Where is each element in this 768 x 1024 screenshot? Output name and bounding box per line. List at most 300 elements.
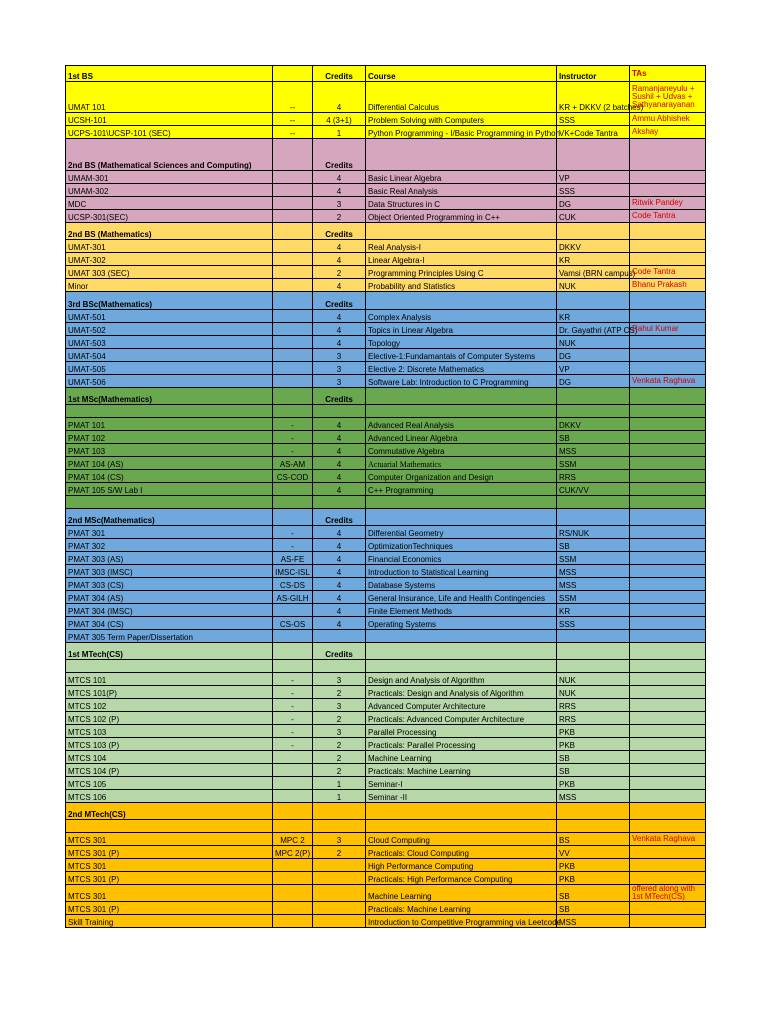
table-row [66, 872, 706, 885]
course-cell: Linear Algebra-I [366, 253, 557, 266]
instructor-cell: MSS [557, 790, 630, 803]
type-cell: - [273, 699, 313, 712]
course-cell [366, 496, 557, 509]
type-cell [273, 820, 313, 833]
course-cell: Actuarial Mathematics [366, 457, 557, 470]
type-cell: MPC 2 [273, 833, 313, 846]
section-header-row [66, 139, 706, 171]
type-cell [273, 902, 313, 915]
ta-cell [630, 738, 706, 751]
instructor-cell [557, 509, 630, 526]
code-cell: PMAT 102 [66, 431, 273, 444]
ta-cell [630, 591, 706, 604]
course-cell: Basic Real Analysis [366, 184, 557, 197]
ta-cell [630, 509, 706, 526]
course-cell: OptimizationTechniques [366, 539, 557, 552]
section-header-row [66, 803, 706, 820]
course-cell [366, 660, 557, 673]
ta-cell: Venkata Raghava [630, 375, 706, 388]
ta-cell [630, 444, 706, 457]
credits-cell: 3 [313, 725, 366, 738]
course-cell: Topology [366, 336, 557, 349]
code-cell [66, 496, 273, 509]
section-title: 1st BS [66, 66, 273, 82]
instructor-cell: DG [557, 197, 630, 210]
type-cell: - [273, 526, 313, 539]
credits-cell: 3 [313, 833, 366, 846]
table-row [66, 253, 706, 266]
code-cell: PMAT 303 (IMSC) [66, 565, 273, 578]
course-cell: Differential Calculus [366, 82, 557, 113]
table-row [66, 418, 706, 431]
instructor-cell: PKB [557, 725, 630, 738]
instructor-cell: SB [557, 539, 630, 552]
credits-cell [313, 902, 366, 915]
credits-cell: 4 [313, 336, 366, 349]
type-cell: - [273, 725, 313, 738]
instructor-cell: SSM [557, 457, 630, 470]
type-cell: MPC 2(P) [273, 846, 313, 859]
header-course: Course [366, 66, 557, 82]
code-cell: PMAT 302 [66, 539, 273, 552]
type-cell [273, 362, 313, 375]
ta-cell [630, 803, 706, 820]
table-row [66, 82, 706, 113]
ta-cell [630, 496, 706, 509]
credits-cell: 4 [313, 470, 366, 483]
ta-cell: offered along with 1st MTech(CS) [630, 885, 706, 902]
course-cell: Financial Economics [366, 552, 557, 565]
credits-cell: 2 [313, 751, 366, 764]
type-cell [273, 197, 313, 210]
course-cell: Machine Learning [366, 885, 557, 902]
credits-cell: 1 [313, 790, 366, 803]
table-row [66, 349, 706, 362]
credits-cell: 4 [313, 617, 366, 630]
instructor-cell: SB [557, 751, 630, 764]
ta-cell [630, 578, 706, 591]
table-row [66, 240, 706, 253]
table-row [66, 820, 706, 833]
instructor-cell: SSS [557, 184, 630, 197]
table-row [66, 184, 706, 197]
table-row [66, 126, 706, 139]
credits-cell: 4 [313, 253, 366, 266]
ta-cell [630, 846, 706, 859]
code-cell: MTCS 301 [66, 859, 273, 872]
type-cell [273, 139, 313, 171]
section-title: 1st MTech(CS) [66, 643, 273, 660]
type-cell: - [273, 673, 313, 686]
ta-cell [630, 292, 706, 310]
code-cell: MTCS 101 [66, 673, 273, 686]
credits-cell: Credits [313, 388, 366, 405]
credits-cell: 3 [313, 349, 366, 362]
code-cell: PMAT 101 [66, 418, 273, 431]
type-cell: CS-DS [273, 578, 313, 591]
course-cell: Commutative Algebra [366, 444, 557, 457]
course-cell [366, 509, 557, 526]
table-row [66, 457, 706, 470]
code-cell: MTCS 301 (P) [66, 872, 273, 885]
ta-cell [630, 725, 706, 738]
course-cell: Practicals: High Performance Computing [366, 872, 557, 885]
credits-cell: 4 (3+1) [313, 113, 366, 126]
ta-cell: Code Tantra [630, 266, 706, 279]
code-cell: MDC [66, 197, 273, 210]
course-cell [366, 803, 557, 820]
type-cell [273, 764, 313, 777]
instructor-cell: Dr. Gayathri (ATP CS) [557, 323, 630, 336]
ta-cell [630, 552, 706, 565]
ta-cell [630, 223, 706, 240]
section-title: 2nd MSc(Mathematics) [66, 509, 273, 526]
course-cell: Python Programming - I/Basic Programming in Python [366, 126, 557, 139]
instructor-cell: PKB [557, 859, 630, 872]
instructor-cell: NUK [557, 336, 630, 349]
code-cell: PMAT 304 (CS) [66, 617, 273, 630]
credits-cell: Credits [313, 292, 366, 310]
ta-cell [630, 872, 706, 885]
ta-cell [630, 431, 706, 444]
code-cell: UMAT-301 [66, 240, 273, 253]
credits-cell: 2 [313, 210, 366, 223]
type-cell [273, 310, 313, 323]
table-row [66, 790, 706, 803]
table-row [66, 197, 706, 210]
course-cell: Advanced Linear Algebra [366, 431, 557, 444]
credits-cell: 1 [313, 777, 366, 790]
code-cell: PMAT 103 [66, 444, 273, 457]
credits-cell: 4 [313, 457, 366, 470]
credits-cell: 4 [313, 578, 366, 591]
table-row [66, 859, 706, 872]
instructor-cell: SSS [557, 113, 630, 126]
type-cell [273, 375, 313, 388]
instructor-cell: VK+Code Tantra [557, 126, 630, 139]
instructor-cell: PKB [557, 738, 630, 751]
table-row [66, 405, 706, 418]
course-cell [366, 139, 557, 171]
credits-cell: 4 [313, 184, 366, 197]
credits-cell [313, 660, 366, 673]
instructor-cell: MSS [557, 565, 630, 578]
section-title: 3rd BSc(Mathematics) [66, 292, 273, 310]
code-cell: MTCS 102 [66, 699, 273, 712]
course-cell: Problem Solving with Computers [366, 113, 557, 126]
credits-cell: 2 [313, 738, 366, 751]
course-cell: C++ Programming [366, 483, 557, 496]
type-cell: -- [273, 113, 313, 126]
code-cell: UMAM-301 [66, 171, 273, 184]
instructor-cell: NUK [557, 673, 630, 686]
credits-cell: 4 [313, 310, 366, 323]
ta-cell [630, 751, 706, 764]
code-cell: MTCS 104 (P) [66, 764, 273, 777]
course-cell: Programming Principles Using C [366, 266, 557, 279]
code-cell: UMAT-302 [66, 253, 273, 266]
credits-cell [313, 915, 366, 928]
credits-cell: 1 [313, 126, 366, 139]
type-cell: AS-FE [273, 552, 313, 565]
table-row [66, 686, 706, 699]
header-credits: Credits [313, 66, 366, 82]
ta-cell [630, 790, 706, 803]
type-cell [273, 872, 313, 885]
table-row [66, 565, 706, 578]
code-cell: UMAT-503 [66, 336, 273, 349]
type-cell [273, 604, 313, 617]
section-title: 2nd MTech(CS) [66, 803, 273, 820]
ta-cell [630, 902, 706, 915]
course-cell: General Insurance, Life and Health Contingencies [366, 591, 557, 604]
type-cell [273, 483, 313, 496]
course-cell: Practicals: Design and Analysis of Algorithm [366, 686, 557, 699]
ta-cell: Akshay [630, 126, 706, 139]
credits-cell: 4 [313, 431, 366, 444]
course-cell: Introduction to Competitive Programming via Leetcode [366, 915, 557, 928]
ta-cell [630, 240, 706, 253]
credits-cell: 2 [313, 846, 366, 859]
instructor-cell [557, 630, 630, 643]
ta-cell [630, 171, 706, 184]
credits-cell: 4 [313, 604, 366, 617]
table-row [66, 764, 706, 777]
type-cell [273, 630, 313, 643]
credits-cell [313, 803, 366, 820]
type-cell: - [273, 712, 313, 725]
ta-cell [630, 630, 706, 643]
table-row [66, 375, 706, 388]
type-cell: - [273, 738, 313, 751]
table-row [66, 310, 706, 323]
table-row [66, 604, 706, 617]
ta-cell: Rahul Kumar [630, 323, 706, 336]
type-cell: - [273, 431, 313, 444]
code-cell [66, 660, 273, 673]
ta-cell [630, 820, 706, 833]
instructor-cell [557, 496, 630, 509]
ta-cell: Venkata Raghava [630, 833, 706, 846]
type-cell [273, 279, 313, 292]
ta-cell [630, 673, 706, 686]
type-cell [273, 253, 313, 266]
table-row [66, 336, 706, 349]
ta-cell: Ritwik Pandey [630, 197, 706, 210]
course-cell: Cloud Computing [366, 833, 557, 846]
table-row [66, 660, 706, 673]
credits-cell: Credits [313, 223, 366, 240]
instructor-cell: MSS [557, 578, 630, 591]
credits-cell: 3 [313, 375, 366, 388]
course-cell: Database Systems [366, 578, 557, 591]
ta-cell: Ramanjaneyulu + Sushil + Udvas + Sathyanarayanan [630, 82, 706, 113]
ta-cell [630, 859, 706, 872]
code-cell: PMAT 304 (AS) [66, 591, 273, 604]
code-cell: MTCS 103 (P) [66, 738, 273, 751]
credits-cell: 2 [313, 266, 366, 279]
ta-cell [630, 764, 706, 777]
table-row [66, 915, 706, 928]
code-cell: UMAT-506 [66, 375, 273, 388]
credits-cell: 4 [313, 591, 366, 604]
table-row [66, 777, 706, 790]
credits-cell: 4 [313, 483, 366, 496]
course-cell: Finite Element Methods [366, 604, 557, 617]
credits-cell: 4 [313, 565, 366, 578]
type-cell: - [273, 418, 313, 431]
table-row [66, 113, 706, 126]
ta-cell [630, 617, 706, 630]
code-cell: UMAT 101 [66, 82, 273, 113]
table-row [66, 210, 706, 223]
instructor-cell: RRS [557, 699, 630, 712]
code-cell: UCSH-101 [66, 113, 273, 126]
course-cell: Operating Systems [366, 617, 557, 630]
code-cell: MTCS 105 [66, 777, 273, 790]
instructor-cell [557, 223, 630, 240]
instructor-cell [557, 292, 630, 310]
table-row [66, 266, 706, 279]
table-row [66, 496, 706, 509]
instructor-cell: Vamsi (BRN campus) [557, 266, 630, 279]
instructor-cell: SB [557, 431, 630, 444]
course-cell [366, 223, 557, 240]
type-cell [273, 496, 313, 509]
code-cell: Skill Training [66, 915, 273, 928]
instructor-cell [557, 139, 630, 171]
type-cell [273, 388, 313, 405]
code-cell: PMAT 304 (IMSC) [66, 604, 273, 617]
course-cell [366, 630, 557, 643]
instructor-cell: DKKV [557, 418, 630, 431]
ta-cell [630, 712, 706, 725]
section-header-row [66, 223, 706, 240]
instructor-cell: SSM [557, 552, 630, 565]
credits-cell: 4 [313, 171, 366, 184]
credits-cell: 4 [313, 240, 366, 253]
credits-cell: Credits [313, 139, 366, 171]
instructor-cell: BS [557, 833, 630, 846]
credits-cell [313, 405, 366, 418]
type-cell: -- [273, 82, 313, 113]
ta-cell [630, 604, 706, 617]
code-cell: PMAT 104 (CS) [66, 470, 273, 483]
instructor-cell: KR [557, 253, 630, 266]
course-cell: Seminar -II [366, 790, 557, 803]
credits-cell [313, 885, 366, 902]
instructor-cell [557, 660, 630, 673]
course-cell: Practicals: Parallel Processing [366, 738, 557, 751]
credits-cell: 3 [313, 362, 366, 375]
course-cell: Practicals: Machine Learning [366, 764, 557, 777]
instructor-cell: NUK [557, 279, 630, 292]
type-cell: - [273, 539, 313, 552]
code-cell: UMAM-302 [66, 184, 273, 197]
credits-cell: 4 [313, 418, 366, 431]
code-cell: MTCS 104 [66, 751, 273, 764]
code-cell: UMAT-502 [66, 323, 273, 336]
type-cell [273, 660, 313, 673]
ta-cell [630, 915, 706, 928]
instructor-cell [557, 405, 630, 418]
course-cell: Probability and Statistics [366, 279, 557, 292]
credits-cell: 3 [313, 197, 366, 210]
credits-cell: 4 [313, 279, 366, 292]
credits-cell [313, 872, 366, 885]
code-cell: PMAT 305 Term Paper/Dissertation [66, 630, 273, 643]
table-row [66, 279, 706, 292]
credits-cell: 3 [313, 699, 366, 712]
instructor-cell [557, 803, 630, 820]
code-cell: UMAT-504 [66, 349, 273, 362]
table-row [66, 470, 706, 483]
type-cell [273, 509, 313, 526]
course-cell: Topics in Linear Algebra [366, 323, 557, 336]
instructor-cell: VP [557, 171, 630, 184]
code-cell: PMAT 301 [66, 526, 273, 539]
course-cell: Object Oriented Programming in C++ [366, 210, 557, 223]
type-cell [273, 184, 313, 197]
course-cell: Practicals: Cloud Computing [366, 846, 557, 859]
instructor-cell: CUK/VV [557, 483, 630, 496]
table-row [66, 591, 706, 604]
ta-cell [630, 418, 706, 431]
ta-cell [630, 184, 706, 197]
instructor-cell: RRS [557, 470, 630, 483]
course-cell: Practicals: Advanced Computer Architecture [366, 712, 557, 725]
course-cell [366, 292, 557, 310]
table-row [66, 444, 706, 457]
course-cell [366, 388, 557, 405]
table-row [66, 738, 706, 751]
course-cell: Software Lab: Introduction to C Programming [366, 375, 557, 388]
course-cell: Advanced Computer Architecture [366, 699, 557, 712]
credits-cell [313, 859, 366, 872]
ta-cell [630, 699, 706, 712]
code-cell: PMAT 303 (CS) [66, 578, 273, 591]
header-blank [273, 66, 313, 82]
table-row [66, 902, 706, 915]
credits-cell: 4 [313, 526, 366, 539]
code-cell: UCPS-101\UCSP-101 (SEC) [66, 126, 273, 139]
code-cell: MTCS 103 [66, 725, 273, 738]
table-row [66, 483, 706, 496]
credits-cell: 3 [313, 673, 366, 686]
instructor-cell: RRS [557, 712, 630, 725]
type-cell [273, 405, 313, 418]
ta-cell [630, 470, 706, 483]
instructor-cell: NUK [557, 686, 630, 699]
instructor-cell: PKB [557, 777, 630, 790]
code-cell: UMAT-501 [66, 310, 273, 323]
type-cell: AS-AM [273, 457, 313, 470]
table-row [66, 431, 706, 444]
instructor-cell: DG [557, 349, 630, 362]
section-title: 1st MSc(Mathematics) [66, 388, 273, 405]
credits-cell [313, 630, 366, 643]
course-cell: Advanced Real Analysis [366, 418, 557, 431]
code-cell: UCSP-301(SEC) [66, 210, 273, 223]
table-row [66, 630, 706, 643]
table-row [66, 751, 706, 764]
ta-cell [630, 483, 706, 496]
instructor-cell: DG [557, 375, 630, 388]
credits-cell [313, 820, 366, 833]
type-cell: CS-COD [273, 470, 313, 483]
type-cell [273, 349, 313, 362]
course-cell: Parallel Processing [366, 725, 557, 738]
